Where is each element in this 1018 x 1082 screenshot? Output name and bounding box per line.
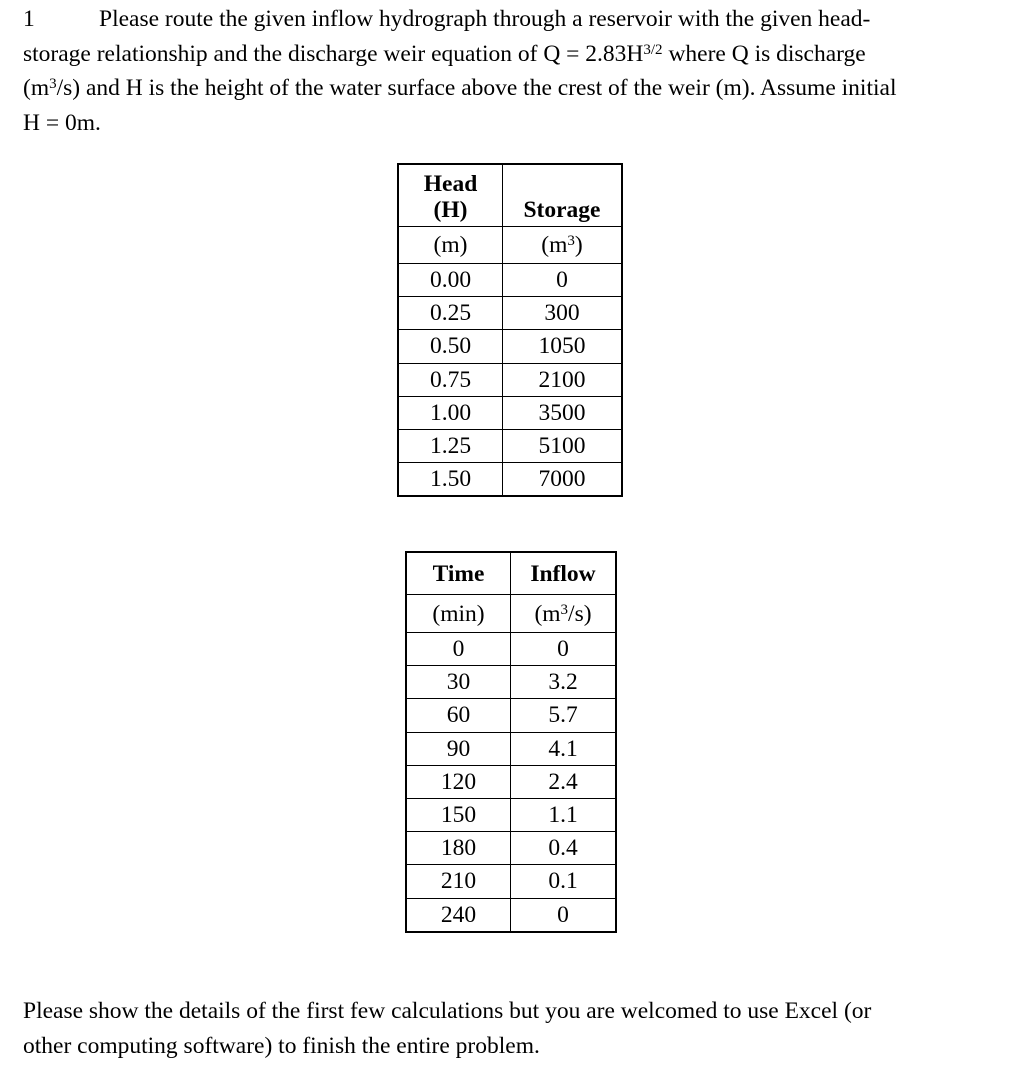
table-row: 60 5.7 (406, 699, 616, 732)
problem-line-1: 1 Please route the given inflow hydrograph through a reservoir with the given head- (23, 2, 998, 37)
problem-line-3: $(m^3/s)$ and H is the height of the water surface above the crest of the weir (m). Assume initial (23, 75, 897, 101)
table-row: 1.25 5100 (398, 429, 622, 462)
closing-line-1: Please show the details of the first few calculations but you are welcomed to use Excel (or (23, 998, 872, 1024)
table-row: 240 0 (406, 898, 616, 932)
inflow-unit: $(m^3/s)$ (511, 595, 617, 633)
table-row: 0 0 (406, 633, 616, 666)
time-unit: (min) (406, 595, 511, 633)
table-row: 0.75 2100 (398, 363, 622, 396)
table-row: 210 0.1 (406, 865, 616, 898)
problem-number: 1 (23, 6, 35, 32)
head-storage-table (397, 163, 623, 497)
storage-column-header: Storage (503, 164, 623, 227)
inflow-hydrograph-table (405, 551, 617, 933)
time-column-header: Time (406, 552, 511, 595)
head-unit: (m) (398, 227, 503, 264)
problem-statement (23, 2, 998, 140)
table-row: 90 4.1 (406, 732, 616, 765)
closing-instructions (23, 994, 998, 1064)
storage-unit: $(m^3)$ (503, 227, 623, 264)
table-row: 0.25 300 (398, 297, 622, 330)
inflow-column-header: Inflow (511, 552, 617, 595)
table-row: 1.50 7000 (398, 463, 622, 497)
table-row: 150 1.1 (406, 798, 616, 831)
table-row: 120 2.4 (406, 765, 616, 798)
weir-exponent: 3/2 (643, 41, 663, 58)
head-column-header: Head (H) (398, 164, 503, 227)
table-row: 0.00 0 (398, 264, 622, 297)
problem-line-2: storage relationship and the discharge weir equation of $Q = 2.83H^{3/2}$ where Q is discharge (23, 40, 866, 67)
table-row: 1.00 3500 (398, 396, 622, 429)
table-row: 0.50 1050 (398, 330, 622, 363)
table-row: 180 0.4 (406, 832, 616, 865)
closing-line-2: other computing software) to finish the entire problem. (23, 1033, 540, 1059)
table-row: 30 3.2 (406, 666, 616, 699)
problem-line-4: H = 0m. (23, 109, 101, 136)
